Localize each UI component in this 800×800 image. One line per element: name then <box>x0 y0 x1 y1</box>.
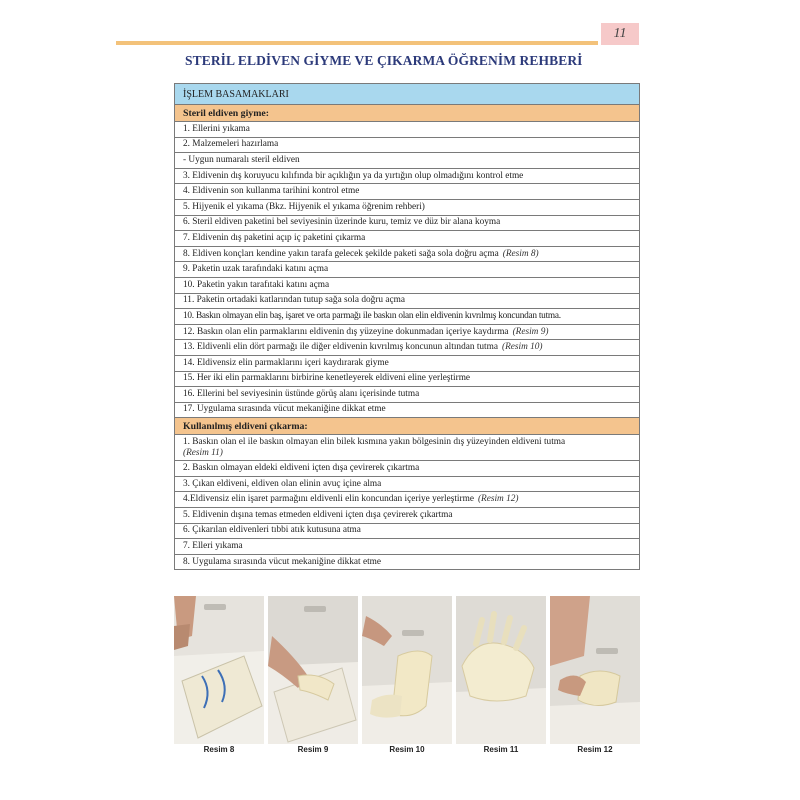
table-row <box>175 355 640 371</box>
table-row <box>175 492 640 508</box>
step-text: 3. Çıkan eldiveni, eldiven olan elinin avuç içine alma <box>175 476 640 492</box>
table-row <box>175 435 640 461</box>
step-cell <box>175 435 640 461</box>
step-text: 2. Baskın olmayan eldeki eldiveni içten dışa çevirerek çıkartma <box>175 461 640 477</box>
step-text: 1. Ellerini yıkama <box>175 122 640 138</box>
step-text: 3. Eldivenin dış koruyucu kılıfında bir açıklığın ya da yırtığın olup olmadığını kontrol etme <box>175 168 640 184</box>
table-row <box>175 387 640 403</box>
procedure-table <box>174 83 640 570</box>
table-row <box>175 539 640 555</box>
table-row <box>175 199 640 215</box>
step-cell <box>175 324 640 340</box>
header-rule <box>116 41 598 45</box>
table-row <box>175 402 640 418</box>
table-row <box>175 340 640 356</box>
table-row <box>175 324 640 340</box>
table-row <box>175 371 640 387</box>
image-reference: (Resim 10) <box>502 342 543 353</box>
step-cell <box>175 492 640 508</box>
step-text: 10. Baskın olmayan elin baş, işaret ve orta parmağı ile baskın olan elin eldivenin kıvrılmış koncundan tutma. <box>175 309 640 325</box>
step-text: 12. Baskın olan elin parmaklarını eldivenin dış yüzeyine dokunmadan içeriye kaydırma <box>183 326 509 337</box>
section-header-row <box>175 105 640 122</box>
step-text: 8. Eldiven konçları kendine yakın tarafa gelecek şekilde paketi sağa sola doğru açma <box>183 248 499 259</box>
step-text: 14. Eldivensiz elin parmaklarını içeri kaydırarak giyme <box>175 355 640 371</box>
step-text: 7. Elleri yıkama <box>175 539 640 555</box>
table-row <box>175 293 640 309</box>
photo-resim-9 <box>268 596 358 744</box>
step-text: 8. Uygulama sırasında vücut mekaniğine dikkat etme <box>175 554 640 570</box>
table-row <box>175 168 640 184</box>
table-row <box>175 508 640 524</box>
step-text: 9. Paketin uzak tarafındaki katını açma <box>175 262 640 278</box>
photo-strip <box>174 596 640 744</box>
photo-resim-12 <box>550 596 640 744</box>
table-row <box>175 137 640 153</box>
step-text: 16. Ellerini bel seviyesinin üstünde görüş alanı içerisinde tutma <box>175 387 640 403</box>
step-text: 11. Paketin ortadaki katlarından tutup sağa sola doğru açma <box>175 293 640 309</box>
step-text: - Uygun numaralı steril eldiven <box>175 153 640 169</box>
step-text: 15. Her iki elin parmaklarını birbirine kenetleyerek eldiveni eline yerleştirme <box>175 371 640 387</box>
step-text: 6. Çıkarılan eldivenleri tıbbi atık kutusuna atma <box>175 523 640 539</box>
photo-caption: Resim 9 <box>297 745 329 754</box>
table-row <box>175 122 640 138</box>
table-header: İŞLEM BASAMAKLARI <box>175 84 640 105</box>
photo-caption: Resim 8 <box>203 745 235 754</box>
table-row <box>175 554 640 570</box>
table-row <box>175 246 640 262</box>
image-reference: (Resim 8) <box>502 248 539 259</box>
step-text: 6. Steril eldiven paketini bel seviyesinin üzerinde kuru, temiz ve düz bir alana koyma <box>175 215 640 231</box>
photo-caption: Resim 12 <box>577 745 613 754</box>
table-row <box>175 523 640 539</box>
table-row <box>175 184 640 200</box>
table-row <box>175 461 640 477</box>
page-number: 11 <box>601 23 639 45</box>
table-row <box>175 277 640 293</box>
section-title-wearing: Steril eldiven giyme: <box>175 105 640 122</box>
image-reference: (Resim 12) <box>477 494 519 505</box>
step-cell <box>175 246 640 262</box>
table-header-row <box>175 84 640 105</box>
section-title-removing: Kullanılmış eldiveni çıkarma: <box>175 418 640 435</box>
photo-caption: Resim 11 <box>483 745 519 754</box>
step-text: 7. Eldivenin dış paketini açıp iç paketini çıkarma <box>175 231 640 247</box>
step-text: 17. Uygulama sırasında vücut mekaniğine dikkat etme <box>175 402 640 418</box>
step-text: 1. Baskın olan el ile baskın olmayan elin bilek kısmına yakın bölgesinin dış yüzeyinden eldiveni tutma <box>183 436 566 447</box>
image-reference: (Resim 9) <box>512 326 549 337</box>
table-row <box>175 262 640 278</box>
table-row <box>175 215 640 231</box>
page-title: STERİL ELDİVEN GİYME VE ÇIKARMA ÖĞRENİM REHBERİ <box>185 53 583 68</box>
step-text: 5. Eldivenin dışına temas etmeden eldiveni içten dışa çevirerek çıkartma <box>175 508 640 524</box>
step-cell <box>175 340 640 356</box>
photo-caption: Resim 10 <box>389 745 425 754</box>
step-text: 4.Eldivensiz elin işaret parmağını eldivenli elin koncundan içeriye yerleştirme <box>183 494 474 505</box>
step-text: 13. Eldivenli elin dört parmağı ile diğer eldivenin kıvrılmış koncunun altından tutma <box>183 342 498 353</box>
photo-resim-10 <box>362 596 452 744</box>
step-text: 2. Malzemeleri hazırlama <box>175 137 640 153</box>
photo-resim-8 <box>174 596 264 744</box>
table-row <box>175 153 640 169</box>
table-row <box>175 231 640 247</box>
table-row <box>175 309 640 325</box>
step-text: 5. Hijyenik el yıkama (Bkz. Hijyenik el yıkama öğrenim rehberi) <box>175 199 640 215</box>
section-header-row <box>175 418 640 435</box>
image-reference: (Resim 11) <box>183 447 223 458</box>
step-text: 10. Paketin yakın tarafıtaki katını açma <box>175 277 640 293</box>
step-text: 4. Eldivenin son kullanma tarihini kontrol etme <box>175 184 640 200</box>
photo-resim-11 <box>456 596 546 744</box>
table-row <box>175 476 640 492</box>
